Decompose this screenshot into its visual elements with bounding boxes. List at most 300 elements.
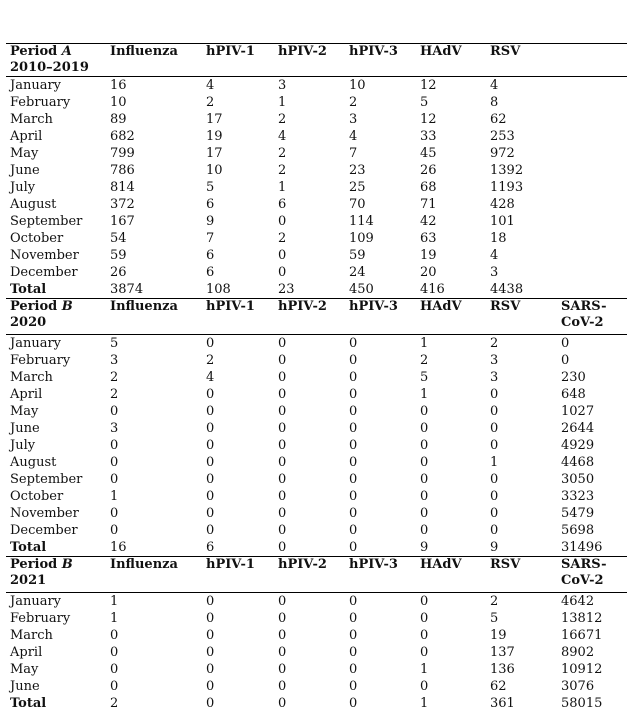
value-cell: 0 (278, 265, 287, 280)
column-header (557, 44, 627, 77)
value-cell: 5 (420, 370, 429, 385)
value-cell: 19 (490, 628, 507, 643)
value-cell (557, 179, 627, 196)
value-cell (557, 128, 627, 145)
value-cell: 4642 (561, 594, 595, 609)
value-cell: 0 (349, 628, 358, 643)
value-cell: 137 (490, 645, 515, 660)
total-label: Total (6, 539, 106, 557)
table-row (6, 661, 627, 678)
value-cell: 1 (110, 611, 119, 626)
value-cell: 19 (420, 248, 437, 263)
value-cell: 26 (110, 265, 127, 280)
total-value-cell: 416 (416, 281, 486, 299)
value-cell: 6 (206, 265, 215, 280)
column-header: hPIV-2 (274, 299, 345, 335)
total-row (6, 539, 627, 557)
value-cell: 2 (349, 95, 358, 110)
value-cell: 10 (206, 163, 223, 178)
column-header: hPIV-3 (345, 557, 416, 593)
value-cell: 3050 (561, 472, 595, 487)
value-cell: 0 (561, 336, 570, 351)
value-cell: 0 (420, 523, 429, 538)
value-cell: 3 (490, 370, 499, 385)
value-cell: 3 (110, 421, 119, 436)
value-cell: 17 (206, 146, 223, 161)
value-cell: 3 (490, 353, 499, 368)
value-cell: 0 (206, 506, 215, 521)
value-cell: 89 (110, 112, 127, 127)
table-row (6, 437, 627, 454)
value-cell: 1 (420, 387, 429, 402)
month-cell: July (10, 438, 36, 453)
value-cell: 12 (420, 78, 437, 93)
value-cell: 24 (349, 265, 366, 280)
value-cell: 972 (490, 146, 515, 161)
value-cell: 68 (420, 180, 437, 195)
value-cell: 0 (278, 353, 287, 368)
value-cell: 0 (206, 404, 215, 419)
value-cell: 54 (110, 231, 127, 246)
value-cell: 0 (206, 645, 215, 660)
value-cell: 0 (349, 489, 358, 504)
value-cell: 2644 (561, 421, 595, 436)
value-cell: 16671 (561, 628, 603, 643)
value-cell (557, 94, 627, 111)
month-cell: May (10, 662, 39, 677)
table-row (6, 488, 627, 505)
month-cell: March (10, 112, 53, 127)
value-cell: 6 (278, 197, 287, 212)
value-cell: 17 (206, 112, 223, 127)
value-cell: 799 (110, 146, 135, 161)
total-value-cell: 450 (345, 281, 416, 299)
value-cell: 0 (420, 506, 429, 521)
value-cell: 20 (420, 265, 437, 280)
table-row (6, 505, 627, 522)
value-cell: 0 (110, 404, 119, 419)
value-cell: 136 (490, 662, 515, 677)
value-cell: 0 (349, 404, 358, 419)
value-cell: 0 (206, 387, 215, 402)
value-cell: 63 (420, 231, 437, 246)
month-cell: March (10, 628, 53, 643)
period-header-cell (6, 299, 106, 335)
total-row (6, 695, 627, 712)
total-value-cell: 108 (202, 281, 274, 299)
value-cell: 0 (349, 387, 358, 402)
value-cell: 682 (110, 129, 135, 144)
value-cell: 0 (278, 645, 287, 660)
value-cell: 0 (490, 489, 499, 504)
total-row (6, 281, 627, 299)
value-cell: 0 (490, 506, 499, 521)
total-value-cell: 31496 (557, 539, 627, 557)
value-cell: 62 (490, 112, 507, 127)
value-cell: 12 (420, 112, 437, 127)
value-cell: 0 (278, 370, 287, 385)
value-cell: 0 (206, 421, 215, 436)
value-cell: 0 (206, 438, 215, 453)
column-header: SARS-CoV-2 (557, 299, 627, 335)
column-header: HAdV (416, 299, 486, 335)
value-cell (557, 213, 627, 230)
value-cell: 2 (206, 353, 215, 368)
value-cell: 0 (420, 404, 429, 419)
value-cell: 4929 (561, 438, 595, 453)
value-cell: 372 (110, 197, 135, 212)
value-cell: 0 (420, 438, 429, 453)
value-cell: 33 (420, 129, 437, 144)
table-row (6, 593, 627, 611)
value-cell: 5 (110, 336, 119, 351)
value-cell: 23 (349, 163, 366, 178)
column-header: hPIV-2 (274, 557, 345, 593)
value-cell: 0 (206, 455, 215, 470)
table-row (6, 386, 627, 403)
value-cell: 0 (278, 594, 287, 609)
month-cell: April (10, 645, 43, 660)
value-cell: 2 (278, 146, 287, 161)
period-header-cell (6, 44, 106, 77)
period-label: Period (10, 557, 58, 572)
value-cell: 7 (206, 231, 215, 246)
table-row (6, 213, 627, 230)
month-cell: February (10, 611, 71, 626)
value-cell: 0 (110, 523, 119, 538)
month-cell: January (10, 78, 62, 93)
value-cell: 0 (110, 455, 119, 470)
table-row (6, 335, 627, 353)
total-value-cell: 361 (490, 696, 515, 711)
period-label: Period (10, 299, 58, 314)
value-cell: 0 (206, 662, 215, 677)
value-cell: 0 (420, 628, 429, 643)
month-cell: March (10, 370, 53, 385)
month-cell: December (10, 265, 78, 280)
value-cell: 0 (206, 336, 215, 351)
total-label: Total (10, 696, 47, 711)
table-row (6, 369, 627, 386)
month-cell: December (10, 523, 78, 538)
value-cell: 0 (278, 628, 287, 643)
total-value-cell: 16 (106, 539, 202, 557)
value-cell: 1 (420, 662, 429, 677)
value-cell: 8 (490, 95, 499, 110)
value-cell: 167 (110, 214, 135, 229)
value-cell: 0 (206, 594, 215, 609)
value-cell: 0 (278, 336, 287, 351)
total-value-cell: 3874 (106, 281, 202, 299)
value-cell: 0 (110, 679, 119, 694)
value-cell: 10 (110, 95, 127, 110)
table-row (6, 644, 627, 661)
column-header: Influenza (106, 557, 202, 593)
value-cell: 59 (110, 248, 127, 263)
value-cell: 1027 (561, 404, 595, 419)
column-header: RSV (486, 557, 557, 593)
value-cell: 0 (420, 645, 429, 660)
month-cell: October (10, 231, 64, 246)
month-cell: February (10, 353, 71, 368)
period-range: 2021 (10, 573, 47, 588)
value-cell: 101 (490, 214, 515, 229)
value-cell: 114 (349, 214, 374, 229)
total-value-cell: 23 (274, 281, 345, 299)
value-cell: 0 (420, 421, 429, 436)
value-cell: 7 (349, 146, 358, 161)
value-cell: 0 (278, 489, 287, 504)
value-cell: 0 (349, 662, 358, 677)
table-row (6, 145, 627, 162)
value-cell: 0 (278, 387, 287, 402)
value-cell: 0 (420, 679, 429, 694)
period-range: 2010–2019 (10, 60, 89, 75)
total-value-cell: 6 (202, 539, 274, 557)
value-cell: 5479 (561, 506, 595, 521)
column-header: HAdV (416, 557, 486, 593)
value-cell: 6 (206, 248, 215, 263)
table-row (6, 610, 627, 627)
period-letter: B (61, 557, 73, 572)
table-row (6, 678, 627, 695)
period-header-row (6, 557, 627, 593)
value-cell: 786 (110, 163, 135, 178)
month-cell: January (10, 594, 62, 609)
total-value-cell: 58015 (561, 696, 603, 711)
table-row (6, 230, 627, 247)
value-cell: 0 (490, 387, 499, 402)
month-cell: April (10, 387, 43, 402)
value-cell: 0 (206, 679, 215, 694)
value-cell: 8902 (561, 645, 595, 660)
total-value-cell: 9 (416, 539, 486, 557)
total-value-cell: 0 (206, 696, 215, 711)
value-cell (557, 264, 627, 281)
column-header: RSV (486, 299, 557, 335)
total-value-cell: 4438 (486, 281, 557, 299)
value-cell: 1 (110, 489, 119, 504)
period-header-row (6, 44, 627, 77)
period-letter: A (61, 44, 72, 59)
value-cell: 0 (206, 472, 215, 487)
value-cell: 2 (490, 594, 499, 609)
value-cell: 0 (349, 421, 358, 436)
value-cell: 4 (490, 78, 499, 93)
value-cell: 59 (349, 248, 366, 263)
value-cell: 3 (110, 353, 119, 368)
value-cell: 0 (349, 645, 358, 660)
table-row (6, 454, 627, 471)
value-cell: 6 (206, 197, 215, 212)
total-value-cell: 0 (349, 696, 358, 711)
value-cell: 3 (349, 112, 358, 127)
value-cell: 0 (278, 523, 287, 538)
value-cell: 814 (110, 180, 135, 195)
total-value-cell: 9 (486, 539, 557, 557)
month-cell: November (10, 248, 79, 263)
value-cell: 4 (278, 129, 287, 144)
month-cell: August (10, 197, 57, 212)
column-header: SARS-CoV-2 (557, 557, 627, 593)
value-cell: 2 (206, 95, 215, 110)
period-label: Period (10, 44, 58, 59)
column-header: hPIV-2 (274, 44, 345, 77)
value-cell: 0 (206, 523, 215, 538)
value-cell: 0 (561, 353, 570, 368)
column-header: hPIV-3 (345, 44, 416, 77)
value-cell: 0 (420, 611, 429, 626)
value-cell: 18 (490, 231, 507, 246)
value-cell: 5 (420, 95, 429, 110)
total-value-cell: 1 (420, 696, 429, 711)
value-cell: 5 (206, 180, 215, 195)
value-cell: 62 (490, 679, 507, 694)
month-cell: October (10, 489, 64, 504)
value-cell: 0 (278, 214, 287, 229)
value-cell: 10 (349, 78, 366, 93)
value-cell: 2 (278, 163, 287, 178)
value-cell: 0 (278, 679, 287, 694)
value-cell: 428 (490, 197, 515, 212)
value-cell: 25 (349, 180, 366, 195)
column-header: Influenza (106, 44, 202, 77)
month-cell: February (10, 95, 71, 110)
value-cell: 4468 (561, 455, 595, 470)
value-cell: 2 (420, 353, 429, 368)
value-cell: 1 (420, 336, 429, 351)
column-header: Influenza (106, 299, 202, 335)
value-cell: 0 (206, 628, 215, 643)
total-value-cell: 0 (278, 696, 287, 711)
value-cell: 3 (490, 265, 499, 280)
value-cell: 0 (490, 523, 499, 538)
value-cell: 109 (349, 231, 374, 246)
month-cell: May (10, 404, 39, 419)
table-row (6, 352, 627, 369)
value-cell: 1392 (490, 163, 524, 178)
value-cell: 0 (349, 455, 358, 470)
value-cell: 0 (420, 489, 429, 504)
value-cell: 9 (206, 214, 215, 229)
value-cell: 0 (349, 336, 358, 351)
period-range: 2020 (10, 315, 47, 330)
value-cell: 42 (420, 214, 437, 229)
value-cell: 0 (278, 421, 287, 436)
value-cell: 16 (110, 78, 127, 93)
table-row (6, 522, 627, 539)
table-row (6, 420, 627, 437)
value-cell: 0 (349, 611, 358, 626)
month-cell: June (10, 421, 40, 436)
table-row (6, 162, 627, 179)
value-cell: 0 (278, 506, 287, 521)
total-value-cell: 2 (110, 696, 119, 711)
value-cell: 4 (206, 78, 215, 93)
period-letter: B (61, 299, 73, 314)
value-cell (557, 162, 627, 179)
table-row (6, 247, 627, 264)
value-cell: 0 (349, 506, 358, 521)
month-cell: April (10, 129, 43, 144)
column-header: HAdV (416, 44, 486, 77)
virus-cases-table (6, 43, 627, 712)
value-cell: 19 (206, 129, 223, 144)
value-cell (557, 145, 627, 162)
value-cell: 0 (490, 472, 499, 487)
value-cell: 0 (349, 472, 358, 487)
value-cell (557, 196, 627, 213)
value-cell: 4 (349, 129, 358, 144)
total-value-cell (557, 281, 627, 299)
value-cell: 0 (490, 421, 499, 436)
total-label: Total (6, 281, 106, 299)
value-cell: 0 (349, 438, 358, 453)
value-cell (557, 230, 627, 247)
table-row (6, 111, 627, 128)
value-cell: 2 (278, 231, 287, 246)
value-cell: 0 (420, 455, 429, 470)
value-cell (557, 247, 627, 264)
value-cell: 0 (278, 472, 287, 487)
value-cell: 3 (278, 78, 287, 93)
value-cell: 1 (110, 594, 119, 609)
table-row (6, 627, 627, 644)
month-cell: May (10, 146, 39, 161)
month-cell: September (10, 214, 83, 229)
value-cell: 0 (349, 523, 358, 538)
value-cell: 0 (349, 353, 358, 368)
value-cell: 10912 (561, 662, 603, 677)
value-cell: 0 (349, 370, 358, 385)
value-cell: 0 (278, 248, 287, 263)
column-header: RSV (486, 44, 557, 77)
total-value-cell: 0 (345, 539, 416, 557)
value-cell: 1 (278, 95, 287, 110)
value-cell: 253 (490, 129, 515, 144)
value-cell: 0 (278, 404, 287, 419)
value-cell: 45 (420, 146, 437, 161)
table-row (6, 471, 627, 488)
value-cell: 0 (420, 472, 429, 487)
value-cell: 4 (490, 248, 499, 263)
period-header-cell (6, 557, 106, 593)
table-row (6, 403, 627, 420)
table-row (6, 264, 627, 281)
value-cell: 0 (206, 489, 215, 504)
value-cell: 0 (349, 679, 358, 694)
month-cell: June (10, 679, 40, 694)
month-cell: June (10, 163, 40, 178)
value-cell: 70 (349, 197, 366, 212)
value-cell: 2 (278, 112, 287, 127)
value-cell: 0 (278, 455, 287, 470)
column-header: hPIV-1 (202, 557, 274, 593)
value-cell: 0 (278, 438, 287, 453)
value-cell: 0 (110, 506, 119, 521)
table-body (6, 44, 627, 713)
value-cell: 0 (110, 438, 119, 453)
value-cell: 26 (420, 163, 437, 178)
value-cell: 0 (349, 594, 358, 609)
column-header: hPIV-3 (345, 299, 416, 335)
value-cell (557, 111, 627, 128)
value-cell: 0 (110, 472, 119, 487)
table-row (6, 94, 627, 111)
value-cell: 0 (206, 611, 215, 626)
value-cell: 0 (110, 645, 119, 660)
value-cell: 230 (561, 370, 586, 385)
